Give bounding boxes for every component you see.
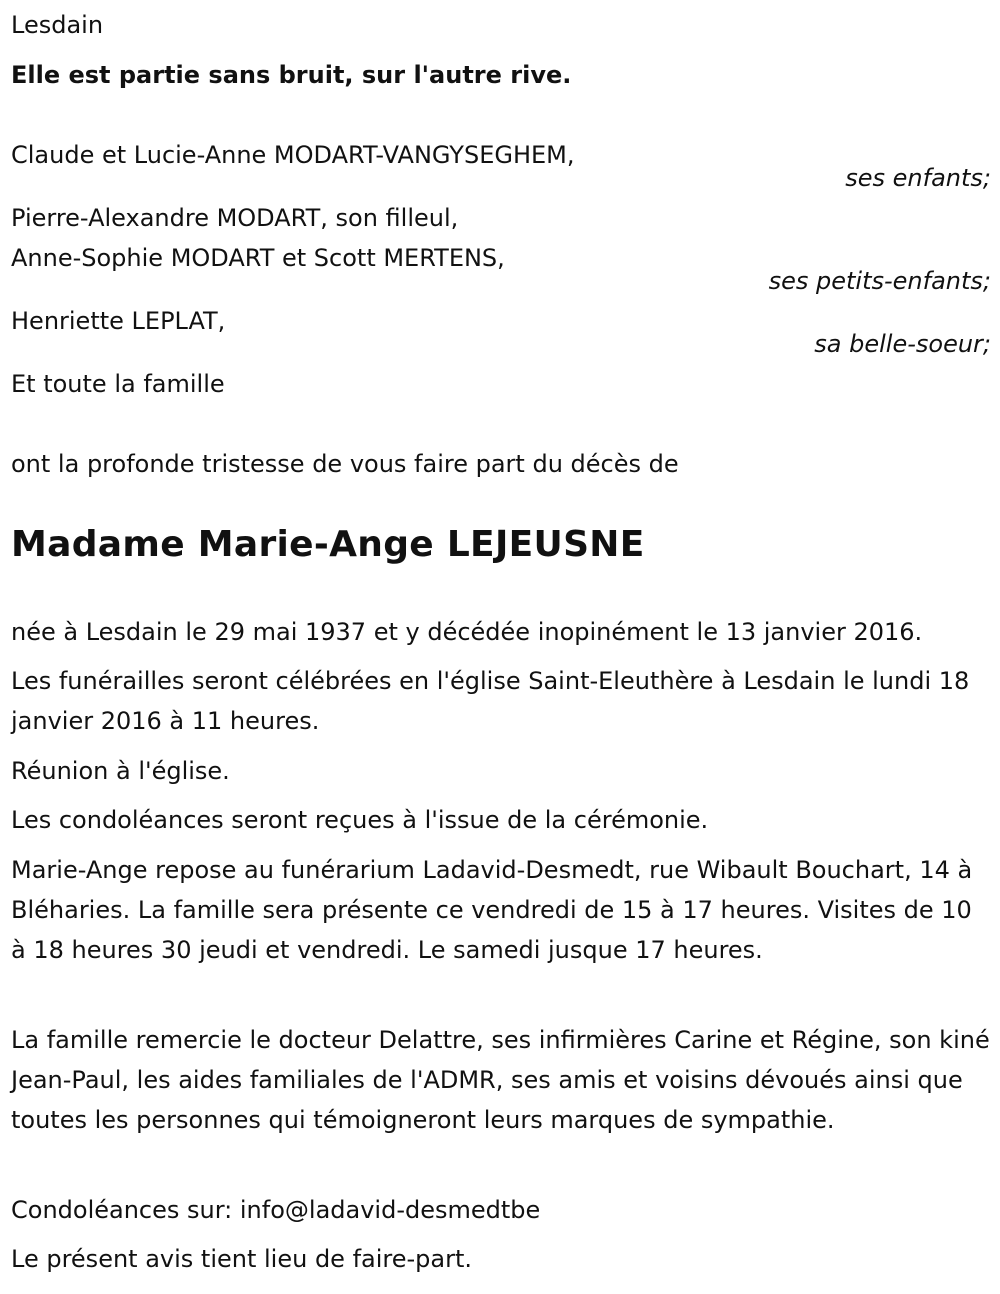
paragraph-notice: Le présent avis tient lieu de faire-part. (11, 1245, 473, 1273)
announcement: ont la profonde tristesse de vous faire part du décès de (11, 450, 679, 478)
family-member-line: Pierre-Alexandre MODART, son filleul, (11, 204, 459, 232)
family-member-line: Anne-Sophie MODART et Scott MERTENS, (11, 244, 505, 272)
family-member-line: Claude et Lucie-Anne MODART-VANGYSEGHEM, (11, 141, 575, 169)
family-member-line: Henriette LEPLAT, (11, 307, 226, 335)
family-role: sa belle-soeur; (814, 330, 991, 358)
paragraph-condolences-email: Condoléances sur: info@ladavid-desmedtbe (11, 1196, 541, 1224)
place-name: Lesdain (11, 11, 104, 39)
paragraph-thanks: La famille remercie le docteur Delattre, ses infirmières Carine et Régine, son kiné Jean-Paul, les aides familiales de l'ADMR, ses amis et voisins dévoués ainsi que toutes les personnes qui témoigneront leurs marques de sympathie. (11, 1026, 990, 1134)
paragraph-condolences: Les condoléances seront reçues à l'issue de la cérémonie. (11, 806, 709, 834)
family-closing: Et toute la famille (11, 370, 225, 398)
family-role: ses enfants; (845, 164, 991, 192)
deceased-name: Madame Marie-Ange LEJEUSNE (11, 524, 645, 565)
family-role: ses petits-enfants; (768, 267, 991, 295)
paragraph-funerarium: Marie-Ange repose au funérarium Ladavid-Desmedt, rue Wibault Bouchart, 14 à Bléharies. La famille sera présente ce vendredi de 15 à 17 heures. Visites de 10 à 18 heures 30 jeudi et vendredi. Le samedi jusque 17 heures. (11, 856, 973, 964)
paragraph-funeral: Les funérailles seront célébrées en l'église Saint-Eleuthère à Lesdain le lundi 18 janvier 2016 à 11 heures. (11, 667, 970, 735)
paragraph-birth-death: née à Lesdain le 29 mai 1937 et y décédée inopinément le 13 janvier 2016. (11, 618, 923, 646)
epitaph: Elle est partie sans bruit, sur l'autre rive. (11, 61, 572, 89)
paragraph-gathering: Réunion à l'église. (11, 757, 230, 785)
